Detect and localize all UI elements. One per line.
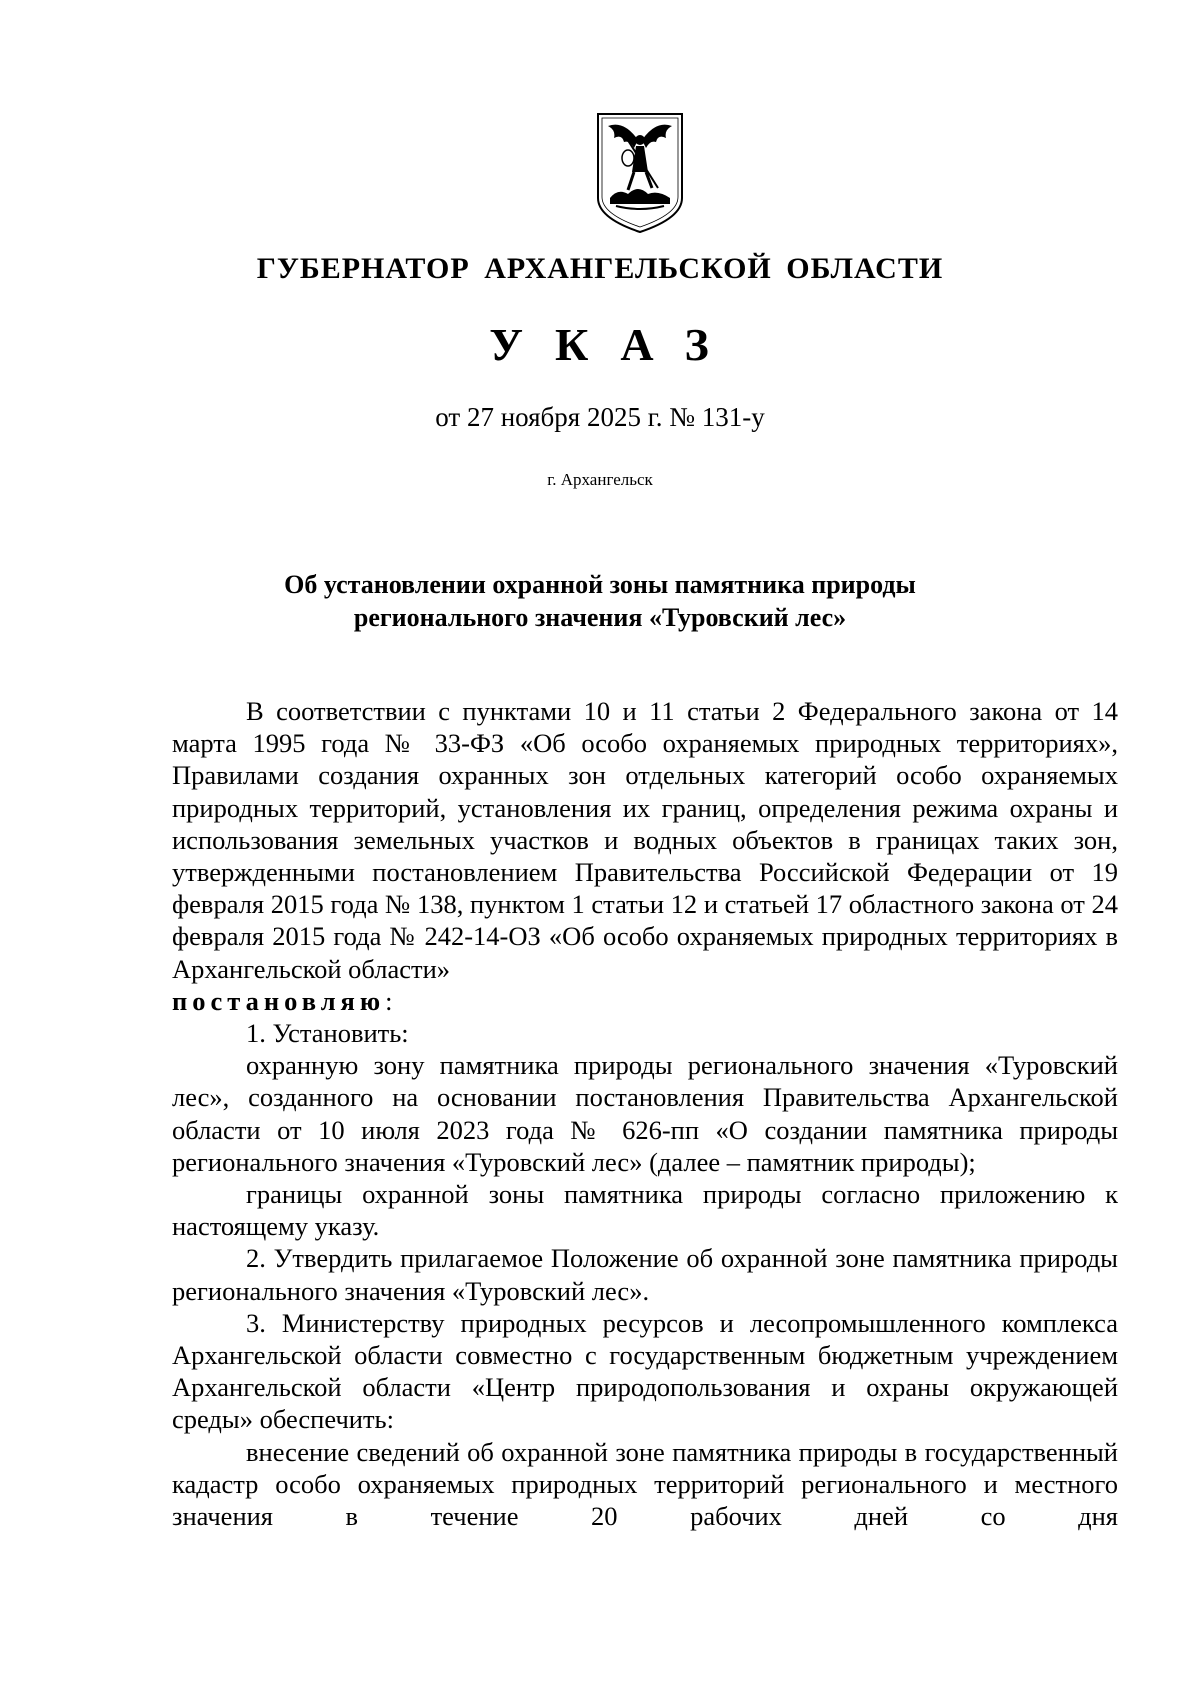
archangel-coat-of-arms-icon (594, 110, 686, 236)
document-date-number: от 27 ноября 2025 г. № 131-у (435, 402, 765, 432)
issuing-authority: ГУБЕРНАТОР АРХАНГЕЛЬСКОЙ ОБЛАСТИ (256, 252, 944, 285)
decree-word: постановляю (172, 985, 386, 1016)
decree-paragraph (172, 985, 1118, 1017)
item-1-b: границы охранной зоны памятника природы согласно приложению к настоящему указу. (172, 1179, 1118, 1242)
document-type: УКАЗ (489, 319, 741, 370)
item-3: 3. Министерству природных ресурсов и лесопромышленного комплекса Архангельской области совместно с государственным бюджетным учреждением Архангельской области «Центр природопользования и охраны окружающей среды» обеспечить: (172, 1307, 1118, 1435)
preamble-paragraph: В соответствии с пунктами 10 и 11 статьи 2 Федерального закона от 14 марта 1995 года № 33-ФЗ «Об особо охраняемых природных территориях», Правилами создания охранных зон отдельных категорий особо охраняемых природных территорий, установления их границ, определения режима охраны и использования земельных участков и водных объектов в границах таких зон, утвержденными постановлением Правительства Российской Федерации от 19 февраля 2015 года № 138, пунктом 1 статьи 12 и статьей 17 областного закона от 24 февраля 2015 года № 242-14-ОЗ «Об особо охраняемых природных территориях в Архангельской области» (172, 696, 1118, 984)
document-title (150, 568, 1050, 634)
document-title-line-2: регионального значения «Туровский лес» (353, 603, 847, 632)
decree-colon: : (385, 985, 393, 1016)
document-body (172, 695, 1118, 1532)
document-city: г. Архангельск (547, 470, 653, 489)
item-3-a: внесение сведений об охранной зоне памятника природы в государственный кадастр особо охраняемых природных территорий регионального и местного значения в течение 20 рабочих дней со дня (172, 1436, 1118, 1532)
document-title-line-1: Об установлении охранной зоны памятника природы (284, 570, 916, 599)
item-2: 2. Утвердить прилагаемое Положение об охранной зоне памятника природы регионального значения «Туровский лес». (172, 1243, 1118, 1306)
item-1-a: охранную зону памятника природы регионального значения «Туровский лес», созданного на основании постановления Правительства Архангельской области от 10 июля 2023 года № 626-пп «О создании памятника природы регионального значения «Туровский лес» (далее – памятник природы); (172, 1050, 1118, 1177)
item-1: 1. Установить: (246, 1018, 409, 1049)
